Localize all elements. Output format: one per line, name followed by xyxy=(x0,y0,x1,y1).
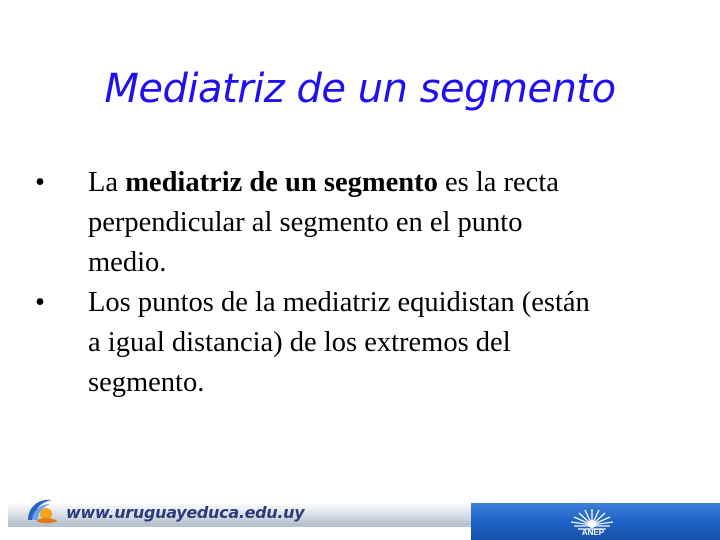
slide-title: Mediatriz de un segmento xyxy=(104,66,616,112)
bullet-marker: • xyxy=(35,287,45,318)
bullet-text-line: a igual distancia) de los extremos del xyxy=(88,327,511,358)
bullet-text-lead: La xyxy=(88,167,126,198)
bullet-list xyxy=(30,163,670,403)
bullet-text-line: Los puntos de la mediatriz equidistan (están xyxy=(88,287,590,318)
footer-divider xyxy=(8,524,471,527)
bullet-text-line: perpendicular al segmento en el punto xyxy=(88,207,523,238)
uruguayeduca-logo-icon xyxy=(22,494,62,526)
bullet-item xyxy=(30,283,670,403)
bullet-text-line: es la recta xyxy=(437,167,559,198)
bullet-text-line: segmento. xyxy=(88,367,205,398)
bullet-text-line: medio. xyxy=(88,247,167,278)
anep-label: ANEP xyxy=(581,528,605,537)
bullet-item xyxy=(30,163,670,283)
bullet-marker: • xyxy=(35,167,45,198)
footer-url[interactable]: www.uruguayeduca.edu.uy xyxy=(66,503,305,522)
bullet-text-bold: mediatriz de un segmento xyxy=(125,167,438,198)
